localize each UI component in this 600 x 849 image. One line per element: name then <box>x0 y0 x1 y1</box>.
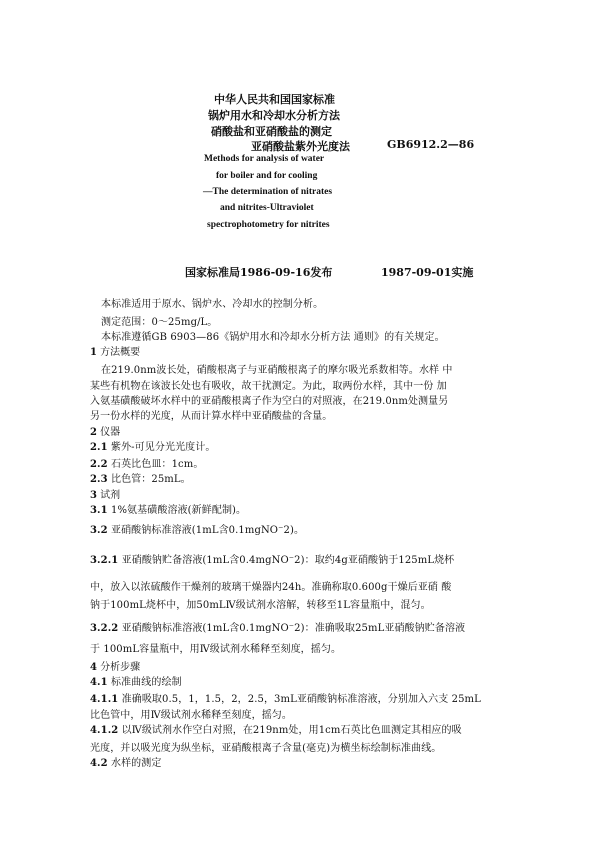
s1-line-1: 在219.0nm波长处，硝酸根离子与亚硝酸根离子的摩尔吸光系数相等。水样 中 <box>101 365 453 376</box>
title-en-4: and nitrites-Ultraviolet <box>220 203 314 213</box>
section-4-title: 分析步骤 <box>100 662 141 673</box>
s4-1-2-line-1: 以Ⅳ级试剂水作空白对照，在219nm处，用1cm石英比色皿测定其相应的吸 <box>121 725 462 736</box>
s4-1-title: 标准曲线的绘制 <box>110 677 182 688</box>
title-cn-1: 中华人民共和国国家标准 <box>214 93 335 106</box>
s2-item-2-num: 2.2 <box>90 459 108 470</box>
section-4-num: 4 <box>90 662 97 673</box>
title-cn-4: 亚硝酸盐紫外光度法 <box>251 140 350 153</box>
s1-line-4: 另一份水样的光度，从而计算水样中亚硝酸盐的含量。 <box>90 411 333 422</box>
s4-1-heading <box>90 673 182 688</box>
s2-item-1-text: 紫外-可见分光光度计。 <box>110 442 216 453</box>
standard-code: GB6912.2—86 <box>387 138 475 151</box>
s4-2-num: 4.2 <box>90 758 108 769</box>
s3-item-2-2 <box>90 619 465 634</box>
s4-2-title: 水样的测定 <box>110 758 162 769</box>
s4-1-2-num: 4.1.2 <box>90 725 119 736</box>
s3-item-2-num: 3.2 <box>90 525 108 536</box>
s3-item-2-2-b: ⁻2)：准确吸取25mL亚硝酸钠贮备溶液 <box>288 623 466 634</box>
section-3-title: 试剂 <box>100 490 121 501</box>
s2-item-1 <box>90 438 215 453</box>
s3-item-1-text: 1%氨基磺酸溶液(新鲜配制)。 <box>110 505 247 516</box>
s4-1-1-num: 4.1.1 <box>90 694 119 705</box>
s4-2-heading <box>90 754 161 769</box>
s4-1-num: 4.1 <box>90 677 108 688</box>
section-3-num: 3 <box>90 490 97 501</box>
section-2-num: 2 <box>90 427 97 438</box>
s2-item-2 <box>90 455 203 470</box>
s3-item-2-1-line-2: 中，放入以浓硫酸作干燥剂的玻璃干燥器内24h。准确称取0.600g干燥后亚硝 酸 <box>90 582 452 593</box>
section-1-num: 1 <box>90 347 97 358</box>
section-1-title: 方法概要 <box>100 347 141 358</box>
s1-line-3: 入氨基磺酸破坏水样中的亚硝酸根离子作为空白的对照液，在219.0nm处测量另 <box>90 396 449 407</box>
title-en-5: spectrophotometry for nitrites <box>207 220 330 230</box>
s3-item-2-2-num: 3.2.2 <box>90 623 119 634</box>
intro-line-2: 测定范围：0～25mg/L。 <box>101 317 218 328</box>
intro-line-1: 本标准适用于原水、锅炉水、冷却水的控制分析。 <box>101 299 324 310</box>
title-cn-2: 锅炉用水和冷却水分析方法 <box>208 109 340 122</box>
section-4-heading <box>90 658 140 673</box>
s4-1-1-line-2: 比色管中，用Ⅳ级试剂水稀释至刻度，摇匀。 <box>90 710 292 721</box>
title-cn-3: 硝酸盐和亚硝酸盐的测定 <box>211 125 332 138</box>
s3-item-1-num: 3.1 <box>90 505 108 516</box>
s3-item-2-1 <box>90 551 454 566</box>
s3-item-2-text: 亚硝酸钠标准溶液(1mL含0.1mgNO <box>110 525 279 536</box>
title-en-2: for boiler and for cooling <box>216 171 318 181</box>
s4-1-1-line-1: 准确吸取0.5，1，1.5，2，2.5，3mL亚硝酸钠标准溶液，分别加入六支 25mL <box>121 694 481 705</box>
s3-item-2-tail: ⁻2)。 <box>278 525 305 536</box>
s1-line-2: 某些有机物在该波长处也有吸收，故干扰测定。为此，取两份水样，其中一份 加 <box>90 381 447 392</box>
s3-item-2-2-a: 亚硝酸钠标准溶液(1mL含0.1mgNO <box>121 623 289 634</box>
s3-item-2-1-num: 3.2.1 <box>90 555 119 566</box>
s4-1-2 <box>90 721 462 736</box>
s3-item-2-1-a: 亚硝酸钠贮备溶液(1mL含0.4mgNO <box>121 555 289 566</box>
s2-item-1-num: 2.1 <box>90 442 108 453</box>
s3-item-2-1-line-3: 钠于100mL烧杯中，加50mLⅣ级试剂水溶解，转移至1L容量瓶中，混匀。 <box>90 600 431 611</box>
s2-item-3-num: 2.3 <box>90 474 108 485</box>
s4-1-1 <box>90 690 481 705</box>
section-2-heading <box>90 423 120 438</box>
effective-date: 1987-09-01实施 <box>381 266 474 279</box>
section-3-heading <box>90 486 120 501</box>
s3-item-2-2-line-2: 于 100mL容量瓶中，用Ⅳ级试剂水稀释至刻度，摇匀。 <box>90 644 342 655</box>
s3-item-1 <box>90 501 246 516</box>
intro-line-3: 本标准遵循GB 6903—86《锅炉用水和冷却水分析方法 通则》的有关规定。 <box>101 332 445 343</box>
s2-item-3-text: 比色管：25mL。 <box>110 474 191 485</box>
s4-1-2-line-2: 光度，并以吸光度为纵坐标，亚硝酸根离子含量(毫克)为横坐标绘制标准曲线。 <box>90 743 442 754</box>
issued-date: 国家标准局1986-09-16发布 <box>185 266 333 279</box>
section-2-title: 仪器 <box>100 427 121 438</box>
section-1-heading <box>90 343 140 358</box>
s3-item-2 <box>90 521 304 536</box>
title-en-1: Methods for analysis of water <box>204 154 325 164</box>
title-en-3: —The determination of nitrates <box>203 187 333 197</box>
s2-item-3 <box>90 470 191 485</box>
s3-item-2-1-b: ⁻2)：取约4g亚硝酸钠于125mL烧杯 <box>288 555 455 566</box>
s2-item-2-text: 石英比色皿：1cm。 <box>110 459 204 470</box>
